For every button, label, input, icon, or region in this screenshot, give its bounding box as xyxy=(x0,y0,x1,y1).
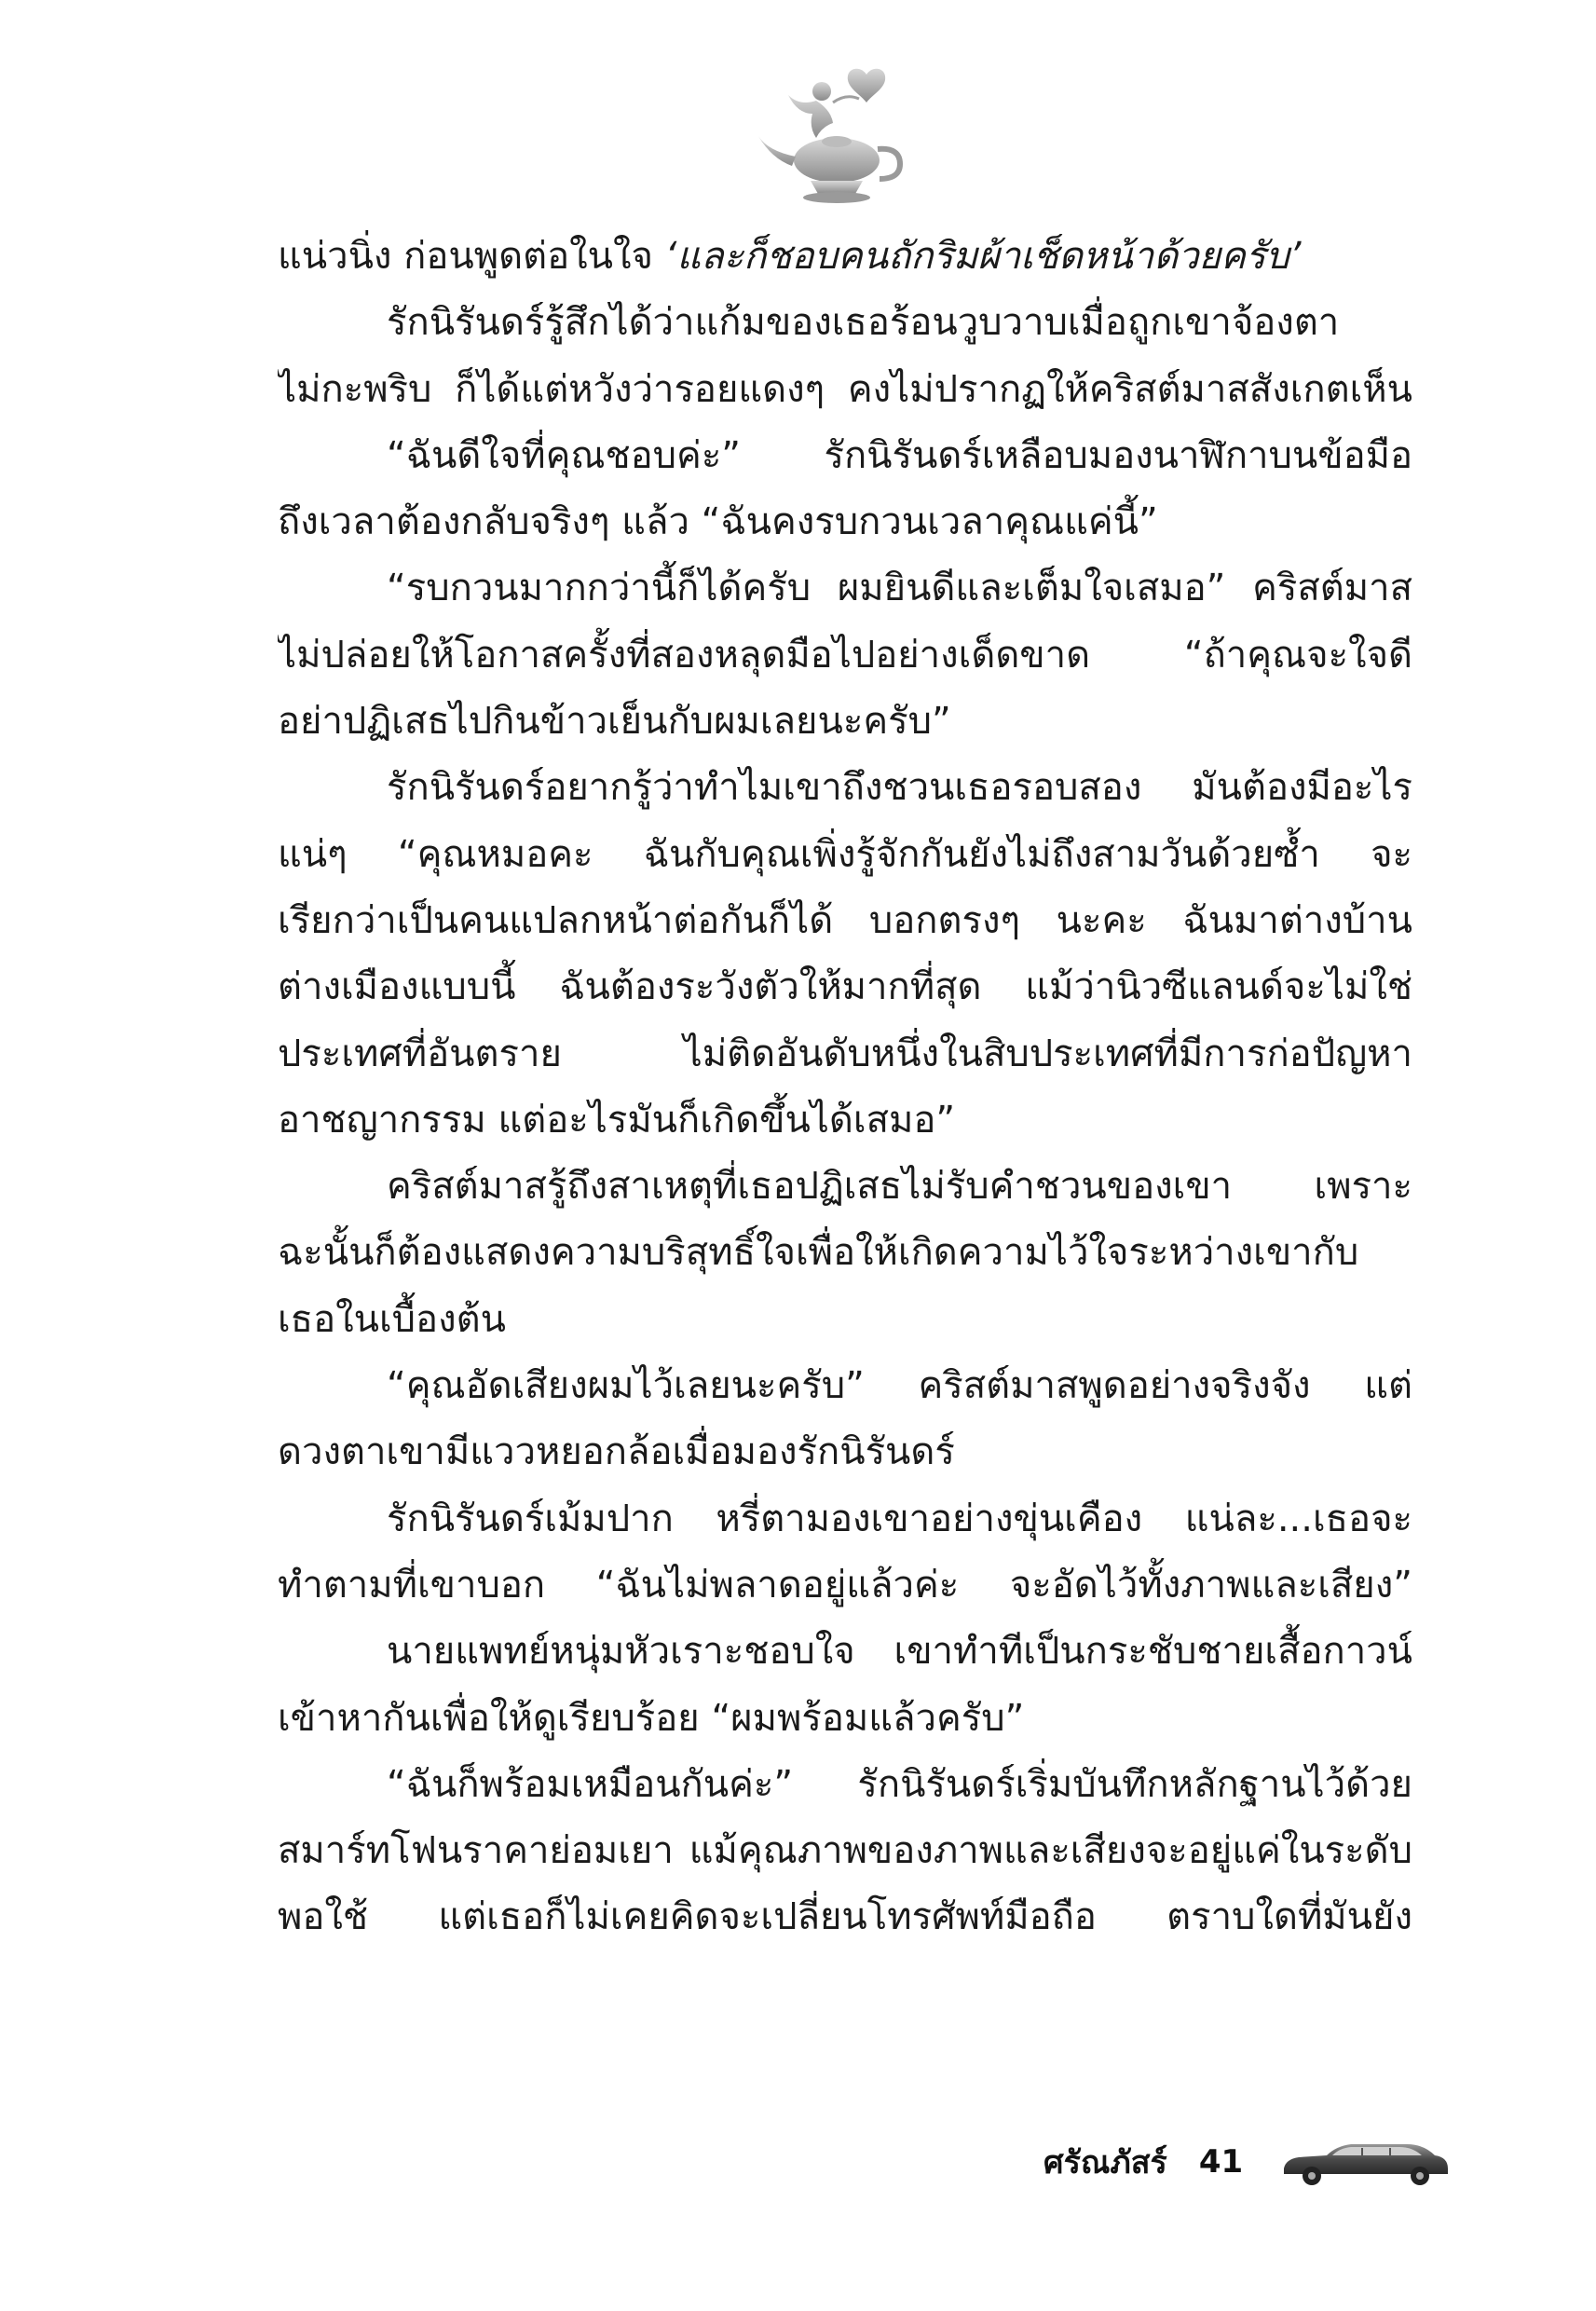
text-line: รักนิรันดร์อยากรู้ว่าทำไมเขาถึงชวนเธอรอบสอง มันต้องมีอะไร xyxy=(387,766,1412,810)
text-line: ประเทศที่อันตราย ไม่ติดอันดับหนึ่งในสิบประเทศที่มีการก่อปัญหา xyxy=(278,1032,1412,1075)
text-line: ดวงตาเขามีแววหยอกล้อเมื่อมองรักนิรันดร์ xyxy=(278,1430,955,1474)
text-line: อย่าปฏิเสธไปกินข้าวเย็นกับผมเลยนะครับ” xyxy=(278,700,951,744)
limousine-icon xyxy=(1278,2131,1452,2193)
text-line: ไม่กะพริบ ก็ได้แต่หวังว่ารอยแดงๆ คงไม่ปรากฏให้คริสต์มาสสังเกตเห็น xyxy=(278,367,1412,411)
text-line: ทำตามที่เขาบอก “ฉันไม่พลาดอยู่แล้วค่ะ จะอัดไว้ทั้งภาพและเสียง” xyxy=(278,1563,1412,1607)
text-line: ต่างเมืองแบบนี้ ฉันต้องระวังตัวให้มากที่สุด แม้ว่านิวซีแลนด์จะไม่ใช่ xyxy=(278,965,1412,1009)
text-line: คริสต์มาสรู้ถึงสาเหตุที่เธอปฏิเสธไม่รับคำชวนของเขา เพราะ xyxy=(387,1165,1412,1209)
text-line: เข้าหากันเพื่อให้ดูเรียบร้อย “ผมพร้อมแล้วครับ” xyxy=(278,1696,1025,1740)
text-line: รักนิรันดร์เม้มปาก หรี่ตามองเขาอย่างขุ่นเคือง แน่ละ...เธอจะ xyxy=(387,1497,1412,1540)
teapot-cupid-ornament-icon xyxy=(755,56,913,224)
page-footer xyxy=(1044,2134,1452,2190)
text-line-lead: แน่วนิ่ง ก่อนพูดต่อในใจ xyxy=(278,235,665,278)
page-number: 41 xyxy=(1198,2143,1244,2181)
body-text xyxy=(278,224,1412,1951)
text-line: อาชญากรรม แต่อะไรมันก็เกิดขึ้นได้เสมอ” xyxy=(278,1098,956,1142)
text-line: “ฉันดีใจที่คุณชอบค่ะ” รักนิรันดร์เหลือบมองนาฬิกาบนข้อมือ xyxy=(387,433,1412,477)
text-line: ไม่ปล่อยให้โอกาสครั้งที่สองหลุดมือไปอย่างเด็ดขาด “ถ้าคุณจะใจดี xyxy=(278,633,1412,677)
text-line: สมาร์ทโฟนราคาย่อมเยา แม้คุณภาพของภาพและเสียงจะอยู่แค่ในระดับ xyxy=(278,1829,1412,1873)
text-line: พอใช้ แต่เธอก็ไม่เคยคิดจะเปลี่ยนโทรศัพท์มือถือ ตราบใดที่มันยัง xyxy=(278,1895,1412,1939)
italic-thought: ‘และก็ชอบคนถักริมผ้าเช็ดหน้าด้วยครับ’ xyxy=(664,235,1302,278)
author-name: ศรัณภัสร์ xyxy=(1044,2144,1167,2181)
text-line xyxy=(278,224,1412,290)
text-line: “คุณอัดเสียงผมไว้เลยนะครับ” คริสต์มาสพูดอย่างจริงจัง แต่ xyxy=(387,1364,1412,1408)
text-line: ถึงเวลาต้องกลับจริงๆ แล้ว “ฉันคงรบกวนเวลาคุณแค่นี้” xyxy=(278,500,1158,544)
text-line: เรียกว่าเป็นคนแปลกหน้าต่อกันก็ได้ บอกตรงๆ นะคะ ฉันมาต่างบ้าน xyxy=(278,898,1412,942)
text-line: แน่ๆ “คุณหมอคะ ฉันกับคุณเพิ่งรู้จักกันยังไม่ถึงสามวันด้วยซ้ำ จะ xyxy=(278,832,1412,876)
text-line: “ฉันก็พร้อมเหมือนกันค่ะ” รักนิรันดร์เริ่มบันทึกหลักฐานไว้ด้วย xyxy=(387,1762,1412,1806)
text-line: ฉะนั้นก็ต้องแสดงความบริสุทธิ์ใจเพื่อให้เกิดความไว้ใจระหว่างเขากับ xyxy=(278,1231,1359,1275)
text-line: “รบกวนมากกว่านี้ก็ได้ครับ ผมยินดีและเต็มใจเสมอ” คริสต์มาส xyxy=(387,567,1412,610)
text-line: นายแพทย์หนุ่มหัวเราะชอบใจ เขาทำทีเป็นกระชับชายเสื้อกาวน์ xyxy=(387,1630,1412,1674)
text-line: รักนิรันดร์รู้สึกได้ว่าแก้มของเธอร้อนวูบวาบเมื่อถูกเขาจ้องตา xyxy=(387,301,1340,345)
text-line: เธอในเบื้องต้น xyxy=(278,1297,506,1341)
